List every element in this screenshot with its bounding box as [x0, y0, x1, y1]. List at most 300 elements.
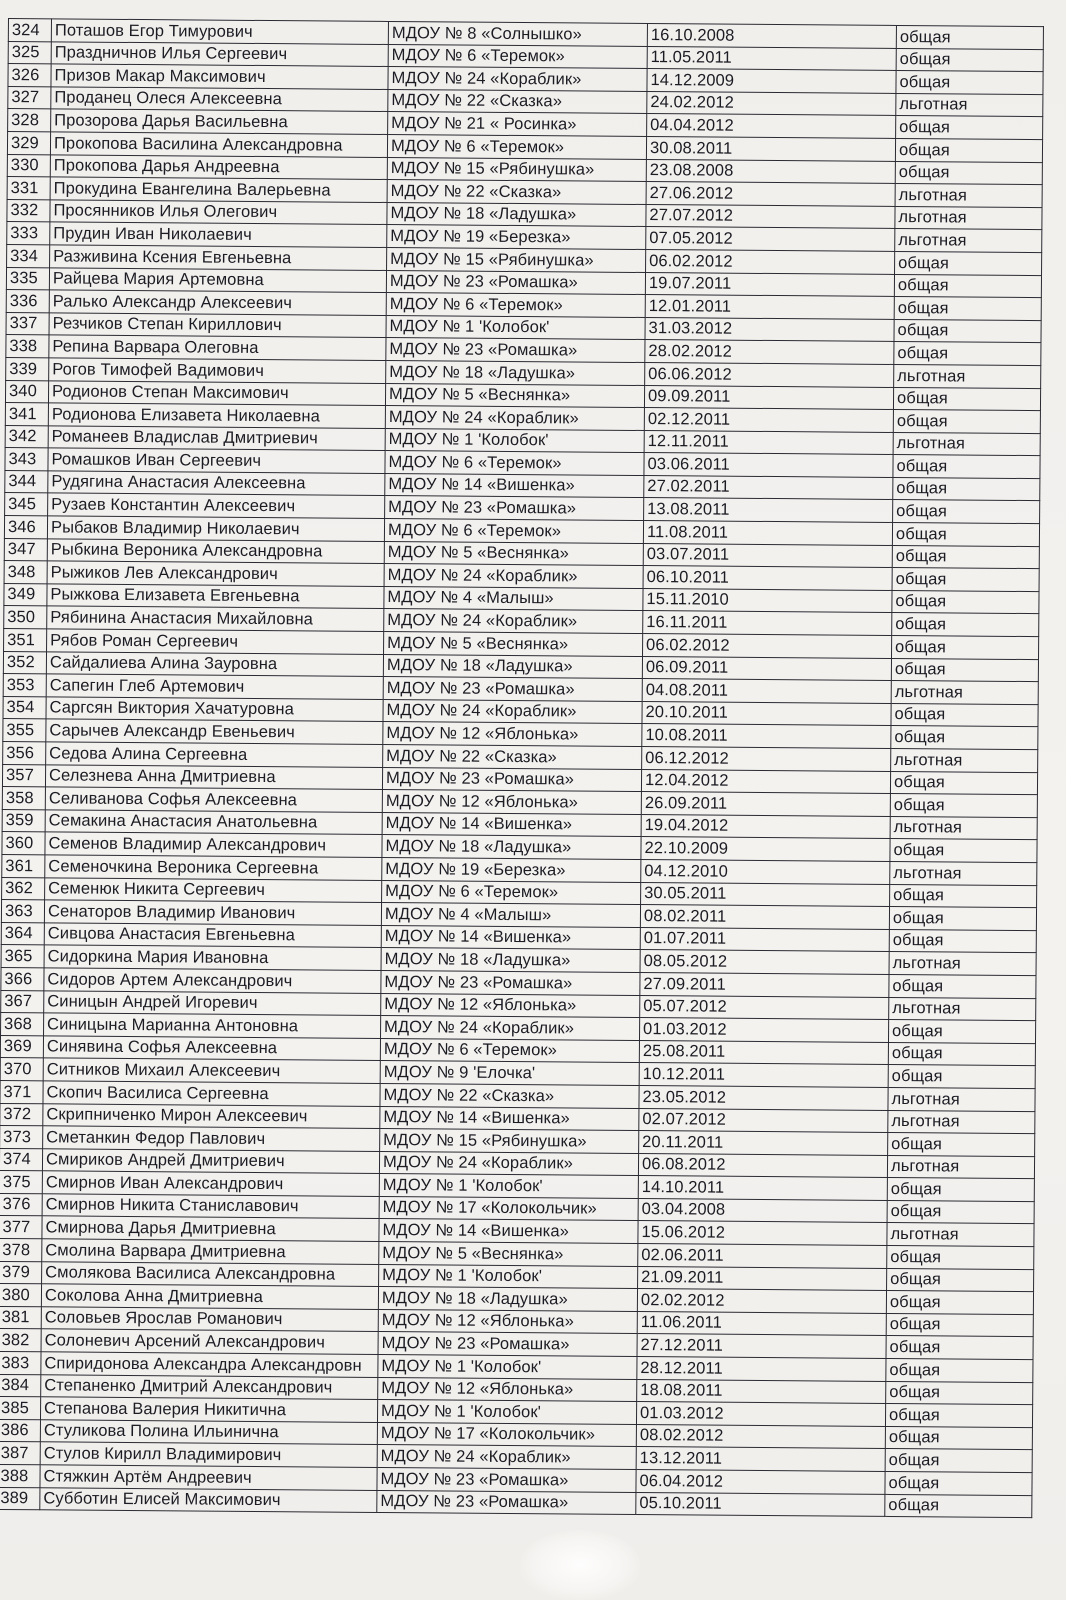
category-cell: общая [885, 1404, 1032, 1428]
category-cell: общая [892, 590, 1039, 614]
birth-date-cell: 23.05.2012 [639, 1085, 888, 1110]
category-cell: льготная [890, 861, 1037, 885]
category-cell: льготная [896, 93, 1043, 117]
kindergarten-cell: МДОУ № 12 «Яблонька» [382, 790, 641, 815]
category-cell: общая [893, 410, 1040, 434]
category-cell: общая [892, 635, 1039, 659]
kindergarten-cell: МДОУ № 18 «Ладушка» [387, 202, 646, 227]
kindergarten-cell: МДОУ № 18 «Ладушка» [381, 948, 640, 973]
child-name-cell: Смолина Варвара Дмитриевна [42, 1239, 379, 1264]
kindergarten-cell: МДОУ № 6 «Теремок» [380, 1038, 639, 1063]
birth-date-cell: 19.07.2011 [645, 272, 894, 297]
child-name-cell: Солоневич Арсений Александрович [41, 1329, 378, 1354]
row-number-cell: 329 [7, 131, 50, 154]
kindergarten-cell: МДОУ № 23 «Ромашка» [382, 767, 641, 792]
kindergarten-cell: МДОУ № 23 «Ромашка» [386, 338, 645, 363]
child-name-cell: Прокопова Дарья Андреевна [50, 154, 387, 179]
kindergarten-cell: МДОУ № 6 «Теремок» [384, 519, 643, 544]
birth-date-cell: 24.02.2012 [647, 91, 896, 116]
child-name-cell: Скрипниченко Мирон Алексеевич [43, 1103, 380, 1128]
category-cell: общая [886, 1381, 1033, 1405]
row-number-cell: 387 [0, 1442, 40, 1465]
birth-date-cell: 27.06.2012 [646, 182, 895, 207]
birth-date-cell: 06.02.2012 [643, 634, 892, 659]
row-number-cell: 345 [5, 493, 48, 516]
row-number-cell: 370 [0, 1058, 43, 1081]
birth-date-cell: 23.08.2008 [646, 159, 895, 184]
row-number-cell: 337 [6, 312, 49, 335]
kindergarten-cell: МДОУ № 24 «Кораблик» [385, 406, 644, 431]
category-cell: общая [885, 1471, 1032, 1495]
child-name-cell: Родионов Степан Максимович [48, 380, 385, 405]
kindergarten-cell: МДОУ № 5 «Веснянка» [384, 632, 643, 657]
child-name-cell: Рыжкова Елизавета Евгеньевна [47, 584, 384, 609]
row-number-cell: 367 [1, 990, 44, 1013]
kindergarten-cell: МДОУ № 12 «Яблонька» [378, 1377, 637, 1402]
birth-date-cell: 27.07.2012 [646, 204, 895, 229]
kindergarten-cell: МДОУ № 1 'Колобок' [385, 428, 644, 453]
category-cell: общая [888, 1065, 1035, 1089]
kindergarten-cell: МДОУ № 24 «Кораблик» [388, 67, 647, 92]
child-name-cell: Степанова Валерия Никитична [40, 1397, 377, 1422]
kindergarten-cell: МДОУ № 6 «Теремок» [388, 44, 647, 69]
row-number-cell: 327 [8, 86, 51, 109]
category-cell: общая [895, 251, 1042, 275]
child-name-cell: Прокопова Василина Александровна [50, 132, 387, 157]
kindergarten-cell: МДОУ № 5 «Веснянка» [384, 541, 643, 566]
paper-stain [520, 1530, 640, 1600]
kindergarten-cell: МДОУ № 6 «Теремок» [382, 880, 641, 905]
kindergarten-cell: МДОУ № 12 «Яблонька» [378, 1309, 637, 1334]
birth-date-cell: 02.06.2011 [638, 1244, 887, 1269]
child-name-cell: Смолякова Василиса Александровна [42, 1261, 379, 1286]
kindergarten-cell: МДОУ № 23 «Ромашка» [385, 496, 644, 521]
category-cell: общая [888, 1133, 1035, 1157]
birth-date-cell: 09.09.2011 [644, 385, 893, 410]
birth-date-cell: 01.03.2012 [639, 1018, 888, 1043]
kindergarten-cell: МДОУ № 22 «Сказка» [380, 1083, 639, 1108]
birth-date-cell: 12.04.2012 [641, 769, 890, 794]
kindergarten-cell: МДОУ № 15 «Рябинушка» [380, 1129, 639, 1154]
child-name-cell: Рогов Тимофей Вадимович [49, 358, 386, 383]
row-number-cell: 326 [8, 64, 51, 87]
row-number-cell: 368 [1, 1013, 44, 1036]
kindergarten-cell: МДОУ № 21 « Росинка» [388, 112, 647, 137]
category-cell: льготная [887, 1223, 1034, 1247]
row-number-cell: 389 [0, 1487, 40, 1510]
child-name-cell: Просянников Илья Олегович [50, 200, 387, 225]
kindergarten-cell: МДОУ № 4 «Малыш» [384, 586, 643, 611]
row-number-cell: 366 [1, 967, 44, 990]
row-number-cell: 356 [3, 741, 46, 764]
child-name-cell: Сенаторов Владимир Иванович [44, 900, 381, 925]
kindergarten-cell: МДОУ № 14 «Вишенка» [381, 925, 640, 950]
kindergarten-cell: МДОУ № 1 'Колобок' [379, 1174, 638, 1199]
child-name-cell: Спиридонова Александра Александровн [41, 1352, 378, 1377]
birth-date-cell: 06.09.2011 [642, 656, 891, 681]
kindergarten-cell: МДОУ № 6 «Теремок» [385, 451, 644, 476]
row-number-cell: 346 [4, 516, 47, 539]
kindergarten-cell: МДОУ № 23 «Ромашка» [383, 677, 642, 702]
birth-date-cell: 30.08.2011 [646, 136, 895, 161]
birth-date-cell: 20.10.2011 [642, 701, 891, 726]
row-number-cell: 339 [6, 357, 49, 380]
category-cell: общая [885, 1494, 1032, 1518]
kindergarten-cell: МДОУ № 1 'Колобок' [386, 315, 645, 340]
kindergarten-cell: МДОУ № 18 «Ладушка» [382, 835, 641, 860]
child-name-cell: Рузаев Константин Алексеевич [48, 493, 385, 518]
birth-date-cell: 06.02.2012 [646, 249, 895, 274]
queue-table-body [0, 19, 1043, 1518]
child-name-cell: Сапегин Глеб Артемович [46, 674, 383, 699]
child-name-cell: Рыбаков Владимир Николаевич [47, 516, 384, 541]
kindergarten-cell: МДОУ № 24 «Кораблик» [379, 1151, 638, 1176]
row-number-cell: 388 [0, 1464, 40, 1487]
child-name-cell: Стулов Кирилл Владимирович [40, 1442, 377, 1467]
row-number-cell: 341 [5, 403, 48, 426]
category-cell: общая [890, 794, 1037, 818]
category-cell: льготная [888, 1110, 1035, 1134]
row-number-cell: 352 [3, 651, 46, 674]
child-name-cell: Селезнева Анна Дмитриевна [45, 764, 382, 789]
birth-date-cell: 19.04.2012 [641, 814, 890, 839]
row-number-cell: 377 [0, 1216, 42, 1239]
category-cell: общая [891, 658, 1038, 682]
birth-date-cell: 16.10.2008 [647, 24, 896, 49]
category-cell: общая [896, 48, 1043, 72]
child-name-cell: Стяжкин Артём Андреевич [40, 1465, 377, 1490]
child-name-cell: Соловьев Ярослав Романович [41, 1307, 378, 1332]
row-number-cell: 325 [8, 41, 51, 64]
category-cell: общая [885, 1426, 1032, 1450]
row-number-cell: 379 [0, 1261, 42, 1284]
kindergarten-cell: МДОУ № 23 «Ромашка» [386, 270, 645, 295]
birth-date-cell: 10.12.2011 [639, 1063, 888, 1088]
child-name-cell: Резчиков Степан Кириллович [49, 313, 386, 338]
birth-date-cell: 11.06.2011 [637, 1311, 886, 1336]
birth-date-cell: 31.03.2012 [645, 317, 894, 342]
birth-date-cell: 28.02.2012 [645, 340, 894, 365]
row-number-cell: 343 [5, 448, 48, 471]
birth-date-cell: 20.11.2011 [639, 1131, 888, 1156]
category-cell: общая [893, 387, 1040, 411]
row-number-cell: 376 [0, 1193, 42, 1216]
kindergarten-cell: МДОУ № 24 «Кораблик» [377, 1445, 636, 1470]
child-name-cell: Сарычев Александр Евеньевич [46, 719, 383, 744]
category-cell: общая [893, 455, 1040, 479]
birth-date-cell: 15.11.2010 [643, 588, 892, 613]
row-number-cell: 378 [0, 1239, 42, 1262]
child-name-cell: Репина Варвара Олеговна [49, 335, 386, 360]
birth-date-cell: 03.06.2011 [644, 453, 893, 478]
kindergarten-cell: МДОУ № 14 «Вишенка» [379, 1219, 638, 1244]
row-number-cell: 330 [7, 154, 50, 177]
birth-date-cell: 12.11.2011 [644, 430, 893, 455]
row-number-cell: 386 [0, 1419, 40, 1442]
child-name-cell: Прокудина Евангелина Валерьевна [50, 177, 387, 202]
birth-date-cell: 06.12.2012 [642, 747, 891, 772]
kindergarten-cell: МДОУ № 12 «Яблонька» [383, 722, 642, 747]
birth-date-cell: 03.04.2008 [638, 1198, 887, 1223]
birth-date-cell: 27.12.2011 [637, 1334, 886, 1359]
category-cell: льготная [889, 997, 1036, 1021]
child-name-cell: Ромашков Иван Сергеевич [48, 448, 385, 473]
category-cell: общая [887, 1200, 1034, 1224]
birth-date-cell: 05.10.2011 [636, 1492, 885, 1517]
row-number-cell: 360 [2, 832, 45, 855]
child-name-cell: Разживина Ксения Евгеньевна [50, 245, 387, 270]
child-name-cell: Семенов Владимир Александрович [45, 832, 382, 857]
child-name-cell: Родионова Елизавета Николаевна [48, 403, 385, 428]
birth-date-cell: 06.10.2011 [643, 566, 892, 591]
category-cell: общая [886, 1358, 1033, 1382]
category-cell: общая [889, 929, 1036, 953]
category-cell: льготная [887, 1155, 1034, 1179]
kindergarten-cell: МДОУ № 8 «Солнышко» [388, 21, 647, 46]
kindergarten-cell: МДОУ № 23 «Ромашка» [377, 1490, 636, 1515]
category-cell: общая [889, 907, 1036, 931]
kindergarten-cell: МДОУ № 1 'Колобок' [379, 1264, 638, 1289]
kindergarten-cell: МДОУ № 1 'Колобок' [377, 1400, 636, 1425]
row-number-cell: 373 [0, 1126, 43, 1149]
row-number-cell: 340 [5, 380, 48, 403]
category-cell: общая [887, 1178, 1034, 1202]
birth-date-cell: 01.03.2012 [636, 1402, 885, 1427]
child-name-cell: Смирнов Никита Станиславович [42, 1194, 379, 1219]
birth-date-cell: 06.06.2012 [645, 362, 894, 387]
birth-date-cell: 04.08.2011 [642, 679, 891, 704]
category-cell: общая [894, 319, 1041, 343]
category-cell: льготная [895, 184, 1042, 208]
category-cell: льготная [894, 364, 1041, 388]
child-name-cell: Рябинина Анастасия Михайловна [47, 606, 384, 631]
kindergarten-cell: МДОУ № 22 «Сказка» [388, 89, 647, 114]
birth-date-cell: 15.06.2012 [638, 1221, 887, 1246]
category-cell: льготная [895, 206, 1042, 230]
queue-table [0, 18, 1044, 1518]
kindergarten-cell: МДОУ № 24 «Кораблик» [383, 699, 642, 724]
category-cell: льготная [891, 748, 1038, 772]
category-cell: общая [885, 1449, 1032, 1473]
birth-date-cell: 18.08.2011 [637, 1379, 886, 1404]
kindergarten-cell: МДОУ № 24 «Кораблик» [384, 564, 643, 589]
row-number-cell: 331 [7, 177, 50, 200]
kindergarten-cell: МДОУ № 9 'Елочка' [380, 1061, 639, 1086]
category-cell: общая [893, 500, 1040, 524]
kindergarten-cell: МДОУ № 15 «Рябинушка» [387, 157, 646, 182]
kindergarten-cell: МДОУ № 15 «Рябинушка» [387, 247, 646, 272]
category-cell: общая [892, 545, 1039, 569]
category-cell: льготная [889, 952, 1036, 976]
category-cell: общая [891, 703, 1038, 727]
kindergarten-cell: МДОУ № 19 «Березка» [387, 225, 646, 250]
child-name-cell: Ситников Михаил Алексеевич [43, 1058, 380, 1083]
child-name-cell: Селиванова Софья Алексеевна [45, 787, 382, 812]
child-name-cell: Проданец Олеся Алексеевна [51, 87, 388, 112]
child-name-cell: Скопич Василиса Сергеевна [43, 1081, 380, 1106]
birth-date-cell: 21.09.2011 [638, 1266, 887, 1291]
kindergarten-cell: МДОУ № 4 «Малыш» [381, 903, 640, 928]
kindergarten-cell: МДОУ № 23 «Ромашка» [378, 1332, 637, 1357]
row-number-cell: 357 [2, 764, 45, 787]
kindergarten-cell: МДОУ № 6 «Теремок» [387, 134, 646, 159]
kindergarten-cell: МДОУ № 14 «Вишенка» [385, 473, 644, 498]
row-number-cell: 349 [4, 583, 47, 606]
child-name-cell: Райцева Мария Артемовна [49, 267, 386, 292]
category-cell: общая [886, 1336, 1033, 1360]
row-number-cell: 365 [1, 945, 44, 968]
row-number-cell: 354 [3, 696, 46, 719]
row-number-cell: 362 [2, 877, 45, 900]
row-number-cell: 380 [0, 1284, 42, 1307]
category-cell: общая [888, 1020, 1035, 1044]
birth-date-cell: 03.07.2011 [643, 543, 892, 568]
category-cell: общая [892, 523, 1039, 547]
child-name-cell: Смириков Андрей Дмитриевич [42, 1148, 379, 1173]
child-name-cell: Прудин Иван Николаевич [50, 222, 387, 247]
row-number-cell: 342 [5, 425, 48, 448]
row-number-cell: 332 [7, 199, 50, 222]
category-cell: общая [894, 342, 1041, 366]
child-name-cell: Рудягина Анастасия Алексеевна [48, 471, 385, 496]
category-cell: общая [896, 71, 1043, 95]
category-cell: общая [891, 726, 1038, 750]
row-number-cell: 359 [2, 809, 45, 832]
category-cell: льготная [890, 816, 1037, 840]
kindergarten-cell: МДОУ № 24 «Кораблик» [380, 1016, 639, 1041]
child-name-cell: Синицын Андрей Игоревич [44, 990, 381, 1015]
birth-date-cell: 27.02.2011 [644, 475, 893, 500]
child-name-cell: Семенюк Никита Сергеевич [45, 877, 382, 902]
row-number-cell: 361 [2, 854, 45, 877]
kindergarten-cell: МДОУ № 6 «Теремок» [386, 293, 645, 318]
category-cell: общая [890, 771, 1037, 795]
birth-date-cell: 11.05.2011 [647, 46, 896, 71]
kindergarten-cell: МДОУ № 5 «Веснянка» [385, 383, 644, 408]
child-name-cell: Соколова Анна Дмитриевна [41, 1284, 378, 1309]
kindergarten-cell: МДОУ № 19 «Березка» [382, 857, 641, 882]
row-number-cell: 384 [0, 1374, 41, 1397]
child-name-cell: Субботин Елисей Максимович [40, 1487, 377, 1512]
category-cell: общая [887, 1268, 1034, 1292]
birth-date-cell: 01.07.2011 [640, 927, 889, 952]
child-name-cell: Семакина Анастасия Анатольевна [45, 810, 382, 835]
row-number-cell: 351 [4, 629, 47, 652]
kindergarten-cell: МДОУ № 18 «Ладушка» [386, 360, 645, 385]
row-number-cell: 333 [7, 222, 50, 245]
child-name-cell: Стуликова Полина Ильинична [40, 1420, 377, 1445]
child-name-cell: Седова Алина Сергеевна [46, 742, 383, 767]
kindergarten-cell: МДОУ № 22 «Сказка» [387, 180, 646, 205]
birth-date-cell: 14.12.2009 [647, 69, 896, 94]
child-name-cell: Сидоров Артем Александрович [44, 968, 381, 993]
kindergarten-cell: МДОУ № 18 «Ладушка» [378, 1287, 637, 1312]
child-name-cell: Смирнова Дарья Дмитриевна [42, 1216, 379, 1241]
birth-date-cell: 02.12.2011 [644, 408, 893, 433]
birth-date-cell: 22.10.2009 [641, 837, 890, 862]
category-cell: общая [892, 613, 1039, 637]
birth-date-cell: 02.07.2012 [639, 1108, 888, 1133]
kindergarten-cell: МДОУ № 22 «Сказка» [383, 744, 642, 769]
row-number-cell: 371 [0, 1080, 43, 1103]
row-number-cell: 372 [0, 1103, 43, 1126]
birth-date-cell: 13.08.2011 [644, 498, 893, 523]
row-number-cell: 375 [0, 1171, 42, 1194]
birth-date-cell: 12.01.2011 [645, 295, 894, 320]
child-name-cell: Синявина Софья Алексеевна [43, 1036, 380, 1061]
category-cell: общая [886, 1313, 1033, 1337]
row-number-cell: 334 [7, 244, 50, 267]
category-cell: общая [886, 1291, 1033, 1315]
category-cell: общая [895, 161, 1042, 185]
birth-date-cell: 06.08.2012 [638, 1153, 887, 1178]
category-cell: льготная [895, 229, 1042, 253]
row-number-cell: 385 [0, 1397, 41, 1420]
birth-date-cell: 08.05.2012 [640, 950, 889, 975]
kindergarten-cell: МДОУ № 14 «Вишенка» [382, 812, 641, 837]
category-cell: льготная [891, 681, 1038, 705]
row-number-cell: 335 [6, 267, 49, 290]
category-cell: льготная [893, 432, 1040, 456]
child-name-cell: Поташов Егор Тимурович [51, 19, 388, 44]
child-name-cell: Степаненко Дмитрий Александрович [41, 1374, 378, 1399]
kindergarten-cell: МДОУ № 17 «Колокольчик» [379, 1196, 638, 1221]
birth-date-cell: 05.07.2012 [640, 995, 889, 1020]
child-name-cell: Сайдалиева Алина Зауровна [46, 651, 383, 676]
category-cell: общая [889, 974, 1036, 998]
row-number-cell: 358 [2, 787, 45, 810]
child-name-cell: Сидоркина Мария Ивановна [44, 945, 381, 970]
category-cell: общая [896, 25, 1043, 49]
birth-date-cell: 14.10.2011 [638, 1176, 887, 1201]
child-name-cell: Саргсян Виктория Хачатуровна [46, 697, 383, 722]
kindergarten-cell: МДОУ № 12 «Яблонька» [381, 993, 640, 1018]
kindergarten-cell: МДОУ № 23 «Ромашка» [377, 1467, 636, 1492]
row-number-cell: 344 [5, 470, 48, 493]
child-name-cell: Праздничнов Илья Сергеевич [51, 41, 388, 66]
category-cell: общая [894, 297, 1041, 321]
row-number-cell: 382 [0, 1329, 41, 1352]
birth-date-cell: 06.04.2012 [636, 1469, 885, 1494]
child-name-cell: Смирнов Иван Александрович [42, 1171, 379, 1196]
child-name-cell: Рыбкина Вероника Александровна [47, 538, 384, 563]
child-name-cell: Призов Макар Максимович [51, 64, 388, 89]
birth-date-cell: 25.08.2011 [639, 1040, 888, 1065]
row-number-cell: 364 [1, 922, 44, 945]
birth-date-cell: 28.12.2011 [637, 1357, 886, 1382]
row-number-cell: 381 [0, 1306, 41, 1329]
child-name-cell: Рыжиков Лев Александрович [47, 561, 384, 586]
child-name-cell: Сивцова Анастасия Евгеньевна [44, 923, 381, 948]
category-cell: общая [890, 839, 1037, 863]
category-cell: общая [894, 274, 1041, 298]
child-name-cell: Ралько Александр Алексеевич [49, 290, 386, 315]
kindergarten-cell: МДОУ № 24 «Кораблик» [384, 609, 643, 634]
row-number-cell: 336 [6, 290, 49, 313]
kindergarten-cell: МДОУ № 18 «Ладушка» [383, 654, 642, 679]
birth-date-cell: 02.02.2012 [637, 1289, 886, 1314]
row-number-cell: 374 [0, 1148, 43, 1171]
birth-date-cell: 11.08.2011 [643, 521, 892, 546]
category-cell: общая [890, 884, 1037, 908]
birth-date-cell: 04.12.2010 [641, 859, 890, 884]
kindergarten-cell: МДОУ № 23 «Ромашка» [381, 970, 640, 995]
category-cell: льготная [888, 1087, 1035, 1111]
row-number-cell: 355 [3, 719, 46, 742]
birth-date-cell: 08.02.2012 [636, 1424, 885, 1449]
child-name-cell: Романеев Владислав Дмитриевич [48, 426, 385, 451]
kindergarten-cell: МДОУ № 14 «Вишенка» [380, 1106, 639, 1131]
